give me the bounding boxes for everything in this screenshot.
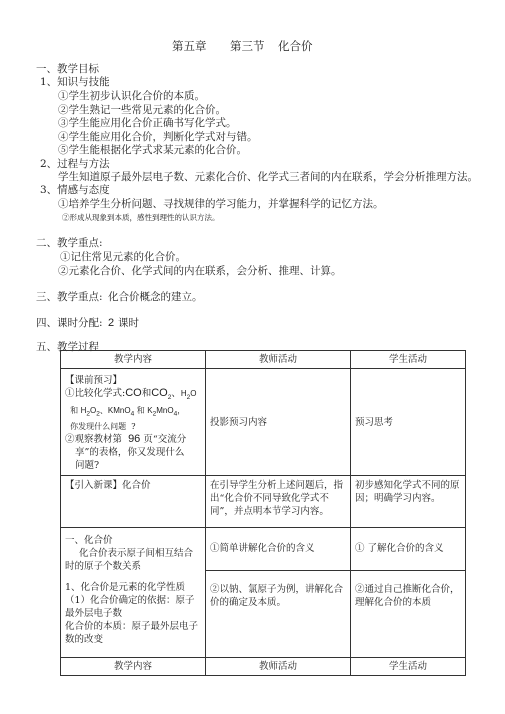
- formula-o2: O: [90, 405, 97, 415]
- column-header: 教师活动: [206, 351, 351, 369]
- and-text: 和: [136, 405, 145, 415]
- content-cell: 【引入新课】化合价: [61, 476, 206, 528]
- formula-co2: CO: [151, 387, 168, 399]
- preview-line: [65, 404, 201, 421]
- preview-text: 页“交流分: [143, 434, 187, 446]
- difficulty-text: 化合价概念的建立。: [108, 291, 203, 303]
- page-number: 96: [128, 433, 141, 446]
- subscript: 2: [167, 393, 172, 401]
- emotion-label: 3、情感与态度: [40, 184, 110, 196]
- concept-heading: 一、化合价: [65, 535, 113, 547]
- content-cell: [61, 369, 206, 476]
- knowledge-item: ③学生能应用化合价正确书写化学式。: [58, 117, 237, 129]
- teacher-cell: 投影预习内容: [206, 369, 351, 476]
- teacher-cell: [206, 528, 351, 658]
- student-cell: [351, 528, 466, 658]
- knowledge-label: 1、知识与技能: [40, 76, 110, 88]
- table-row: [61, 528, 466, 658]
- teacher-step: ①简单讲解化合价的含义: [210, 543, 315, 555]
- preview-line: 享”的表格，你又发现什么: [75, 447, 185, 459]
- formula-h2o: H: [180, 389, 187, 398]
- student-cell: 初步感知化学式不同的原因；明确学习内容。: [351, 476, 466, 528]
- formula-o: O: [190, 389, 197, 398]
- preview-text: ②观察教材第: [65, 434, 123, 446]
- column-header: 教学内容: [61, 658, 206, 676]
- formula-mno4: MnO: [156, 405, 174, 415]
- knowledge-item: ④学生能应用化合价，判断化学式对与错。: [58, 131, 258, 143]
- subscript: 2: [152, 410, 157, 418]
- subscript: 4: [173, 410, 178, 418]
- formula-k2mno4: K: [147, 405, 153, 415]
- knowledge-item: ①学生初步认识化合价的本质。: [58, 90, 205, 102]
- comma-text: 、: [171, 388, 181, 399]
- goals-heading: 一、教学目标: [36, 63, 99, 75]
- process-label: 2、过程与方法: [40, 158, 110, 170]
- concept-text: 化合价的本质：原子最外层电子数的改变: [65, 621, 199, 646]
- chapter-label: 第五章: [172, 39, 207, 53]
- teacher-step: ②以钠、氯原子为例，讲解化合价的确定及本质。: [206, 570, 350, 613]
- student-step: ① 了解化合价的含义: [355, 543, 444, 555]
- preview-line: [65, 387, 201, 404]
- preview-line: 问题?: [75, 460, 100, 472]
- key-point-item: ①记住常见元素的化合价。: [60, 251, 186, 263]
- subscript: 2: [96, 410, 100, 418]
- column-header: 教师活动: [206, 658, 351, 676]
- process-heading: 五、教学过程: [36, 341, 99, 353]
- subscript: 2: [186, 393, 191, 401]
- section-label: 第三节: [230, 39, 265, 53]
- table-header-row: [61, 351, 466, 369]
- key-points-heading: 二、教学重点:: [36, 237, 103, 249]
- concept-text: （1）化合价确定的依据：原子最外层电子数: [65, 595, 195, 620]
- formula-h2o2: H: [80, 405, 87, 415]
- hours-value: 2: [108, 317, 115, 329]
- column-header: 教学内容: [61, 351, 206, 369]
- teacher-cell: 在引导学生分析上述问题后，指出“化合价不同导致化学式不同”，并点明本节学习内容。: [206, 476, 351, 528]
- concept-text: 化合价表示原子间相互结合时的原子个数关系: [65, 548, 194, 573]
- formula-kmno4: KMnO: [107, 405, 131, 415]
- knowledge-item: ②学生熟记一些常见元素的化合价。: [58, 104, 226, 116]
- student-step: ②通过自己推断化合价，理解化合价的本质: [351, 570, 465, 613]
- content-cell: [61, 528, 206, 658]
- difficulty-heading: 三、教学重点:: [36, 291, 103, 303]
- student-cell: 预习思考: [351, 369, 466, 476]
- subscript: 4: [130, 410, 135, 418]
- column-header: 学生活动: [351, 351, 466, 369]
- and-text: 和: [70, 405, 79, 415]
- comma-text: ，: [177, 405, 186, 415]
- formula-co: CO: [125, 387, 142, 399]
- key-point-item: ②元素化合价、化学式间的内在联系，会分析、推理、计算。: [58, 265, 342, 277]
- subscript: 2: [86, 410, 91, 418]
- emotion-item: ①培养学生分析问题、寻找规律的学习能力，并掌握科学的记忆方法。: [58, 198, 384, 210]
- lesson-table: [60, 350, 466, 676]
- concept-text: 1、化合价是元素的化学性质: [65, 582, 186, 594]
- table-row: [61, 369, 466, 476]
- question-text: 你发现什么问题: [70, 422, 127, 432]
- table-row: [61, 476, 466, 528]
- preview-line: [65, 433, 201, 446]
- preview-prefix: ①比较化学式:: [65, 388, 126, 399]
- hours-unit: 课时: [118, 317, 139, 329]
- and-text: 和: [141, 388, 152, 399]
- column-header: 学生活动: [351, 658, 466, 676]
- comma-text: 、: [99, 405, 108, 415]
- page-title: 化合价: [278, 39, 313, 53]
- question-mark: ?: [131, 422, 136, 432]
- emotion-item: ②形成从现象到本质，感性到理性的认识方法。: [62, 213, 220, 222]
- table-footer-row: [61, 658, 466, 676]
- hours-heading: 四、课时分配:: [36, 317, 103, 329]
- knowledge-item: ⑤学生能根据化学式求某元素的化合价。: [58, 144, 247, 156]
- preview-tag: 【课前预习】: [65, 375, 123, 386]
- process-text: 学生知道原子最外层电子数、元素化合价、化学式三者间的内在联系，学会分析推理方法。: [58, 171, 478, 183]
- preview-line: [65, 420, 201, 433]
